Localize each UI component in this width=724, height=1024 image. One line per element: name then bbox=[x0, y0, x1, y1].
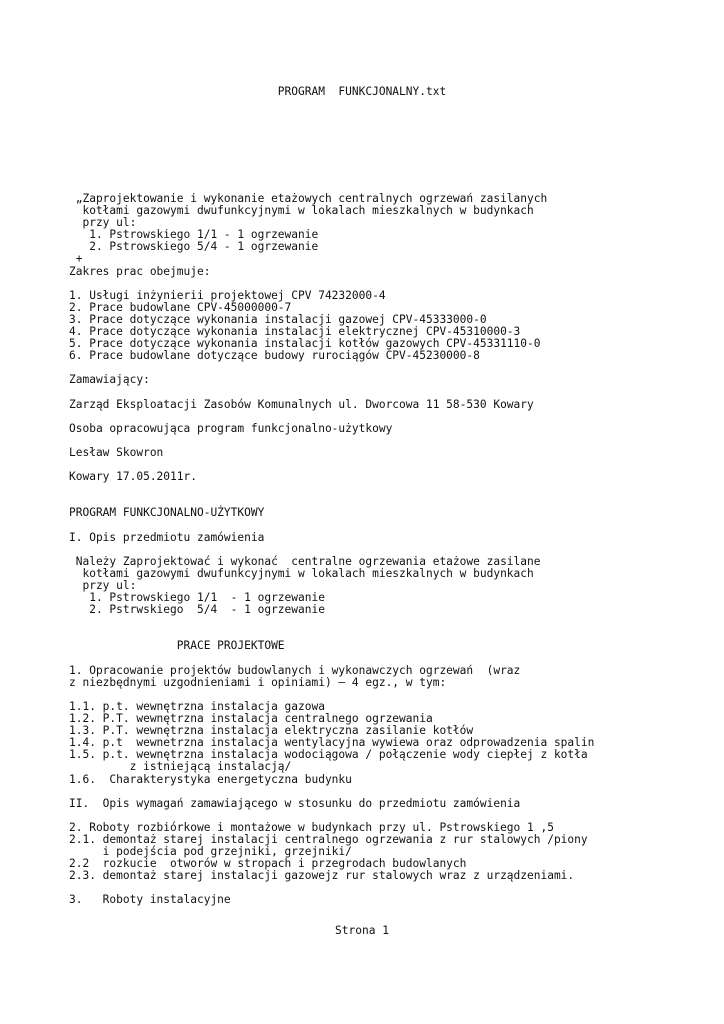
text-line: przy ul: bbox=[69, 579, 137, 592]
document-body bbox=[69, 193, 709, 907]
text-line bbox=[69, 278, 709, 290]
text-line: Zamawiający: bbox=[69, 373, 150, 387]
text-line: 1.1. p.t. wewnętrzna instalacja gazowa bbox=[69, 699, 325, 713]
text-line: 3. Prace dotyczące wykonania instalacji gazowej CPV-45333000-0 bbox=[69, 312, 487, 326]
text-line: „Zaprojektowanie i wykonanie etażowych centralnych ogrzewań zasilanych bbox=[69, 192, 548, 205]
text-line: 6. Prace budowlane dotyczące budowy rurociągów CPV-45230000-8 bbox=[69, 349, 480, 363]
text-line: z istniejącą instalacją/ bbox=[69, 760, 292, 774]
text-line: 2. Prace budowlane CPV-45000000-7 bbox=[69, 300, 292, 314]
text-line: i podejścia pod grzejniki, grzejniki/ bbox=[69, 845, 352, 859]
text-line: kotłami gazowymi dwufunkcyjnymi w lokalach mieszkalnych w budynkach bbox=[69, 566, 534, 580]
text-line: 2.3. demontaż starej instalacji gazowejz rur stalowych wraz z urządzeniami. bbox=[69, 869, 575, 883]
text-line: 1.2. P.T. wewnętrzna instalacja centralnego ogrzewania bbox=[69, 712, 433, 726]
text-line bbox=[69, 435, 709, 447]
text-line: PRACE PROJEKTOWE bbox=[69, 639, 285, 653]
text-line: 3. Roboty instalacyjne bbox=[69, 893, 231, 907]
text-line: 1.3. P.T. wewnętrzna instalacja elektryczna zasilanie kotłów bbox=[69, 724, 474, 738]
text-line: Zarząd Eksploatacji Zasobów Komunalnych ul. Dworcowa 11 58-530 Kowary bbox=[69, 397, 534, 411]
text-line: Osoba opracowująca program funkcjonalno-użytkowy bbox=[69, 421, 393, 435]
text-line: 2. Roboty rozbiórkowe i montażowe w budynkach przy ul. Pstrowskiego 1 ,5 bbox=[69, 820, 554, 834]
text-line: 1.5. p.t. wewnętrzna instalacja wodociągowa / połączenie wody ciepłej z kotła bbox=[69, 748, 588, 762]
text-line: z niezbędnymi uzgodnieniami i opiniami) – 4 egz., w tym: bbox=[69, 675, 447, 689]
text-line: przy ul: bbox=[69, 216, 137, 230]
text-line bbox=[69, 483, 709, 495]
text-line: kotłami gazowymi dwufunkcyjnymi w lokalach mieszkalnych w budynkach bbox=[69, 204, 534, 218]
text-line: 2.1. demontaż starej instalacji centralnego ogrzewania z rur stalowych /piony bbox=[69, 832, 588, 846]
text-line: Lesław Skowron bbox=[69, 445, 164, 459]
text-line bbox=[69, 544, 709, 556]
text-line: 1.4. p.t wewnetrzna instalacja wentylacyjna wywiewa oraz odprowadzenia spalin bbox=[69, 736, 595, 750]
text-line: 2.2 rozkucie otworów w stropach i przegrodach budowlanych bbox=[69, 857, 467, 871]
text-line: 1. Opracowanie projektów budowlanych i wykonawczych ogrzewań (wraz bbox=[69, 663, 521, 677]
text-line: I. Opis przedmiotu zamówienia bbox=[69, 530, 265, 544]
text-line: 1. Usługi inżynierii projektowej CPV 74232000-4 bbox=[69, 288, 386, 302]
text-line bbox=[69, 786, 709, 798]
text-line bbox=[69, 387, 709, 399]
text-line: 5. Prace dotyczące wykonania instalacji kotłów gazowych CPV-45331110-0 bbox=[69, 337, 541, 351]
text-line: 1.6. Charakterystyka energetyczna budynku bbox=[69, 772, 352, 786]
text-line: Należy Zaprojektować i wykonać centralne ogrzewania etażowe zasilane bbox=[69, 554, 541, 568]
text-line bbox=[69, 362, 709, 374]
text-line: Zakres prac obejmuje: bbox=[69, 264, 211, 278]
page-footer: Strona 1 bbox=[335, 924, 389, 937]
text-line bbox=[69, 411, 709, 423]
text-line: Kowary 17.05.2011r. bbox=[69, 470, 197, 484]
text-line: 2. Pstrowskiego 5/4 - 1 ogrzewanie bbox=[69, 240, 319, 254]
text-line bbox=[69, 653, 709, 665]
text-line: 4. Prace dotyczące wykonania instalacji elektrycznej CPV-45310000-3 bbox=[69, 325, 521, 339]
text-line: II. Opis wymagań zamawiającego w stosunku do przedmiotu zamówienia bbox=[69, 796, 521, 810]
text-line: + bbox=[69, 252, 83, 266]
text-line bbox=[69, 520, 709, 532]
text-line: 2. Pstrwskiego 5/4 - 1 ogrzewanie bbox=[69, 603, 325, 617]
text-line bbox=[69, 616, 709, 628]
text-line: 1. Pstrowskiego 1/1 - 1 ogrzewanie bbox=[69, 228, 319, 242]
document-title: PROGRAM FUNKCJONALNY.txt bbox=[277, 85, 447, 98]
text-line: 1. Pstrowskiego 1/1 - 1 ogrzewanie bbox=[69, 591, 325, 605]
text-line: PROGRAM FUNKCJONALNO-UŻYTKOWY bbox=[69, 506, 265, 520]
